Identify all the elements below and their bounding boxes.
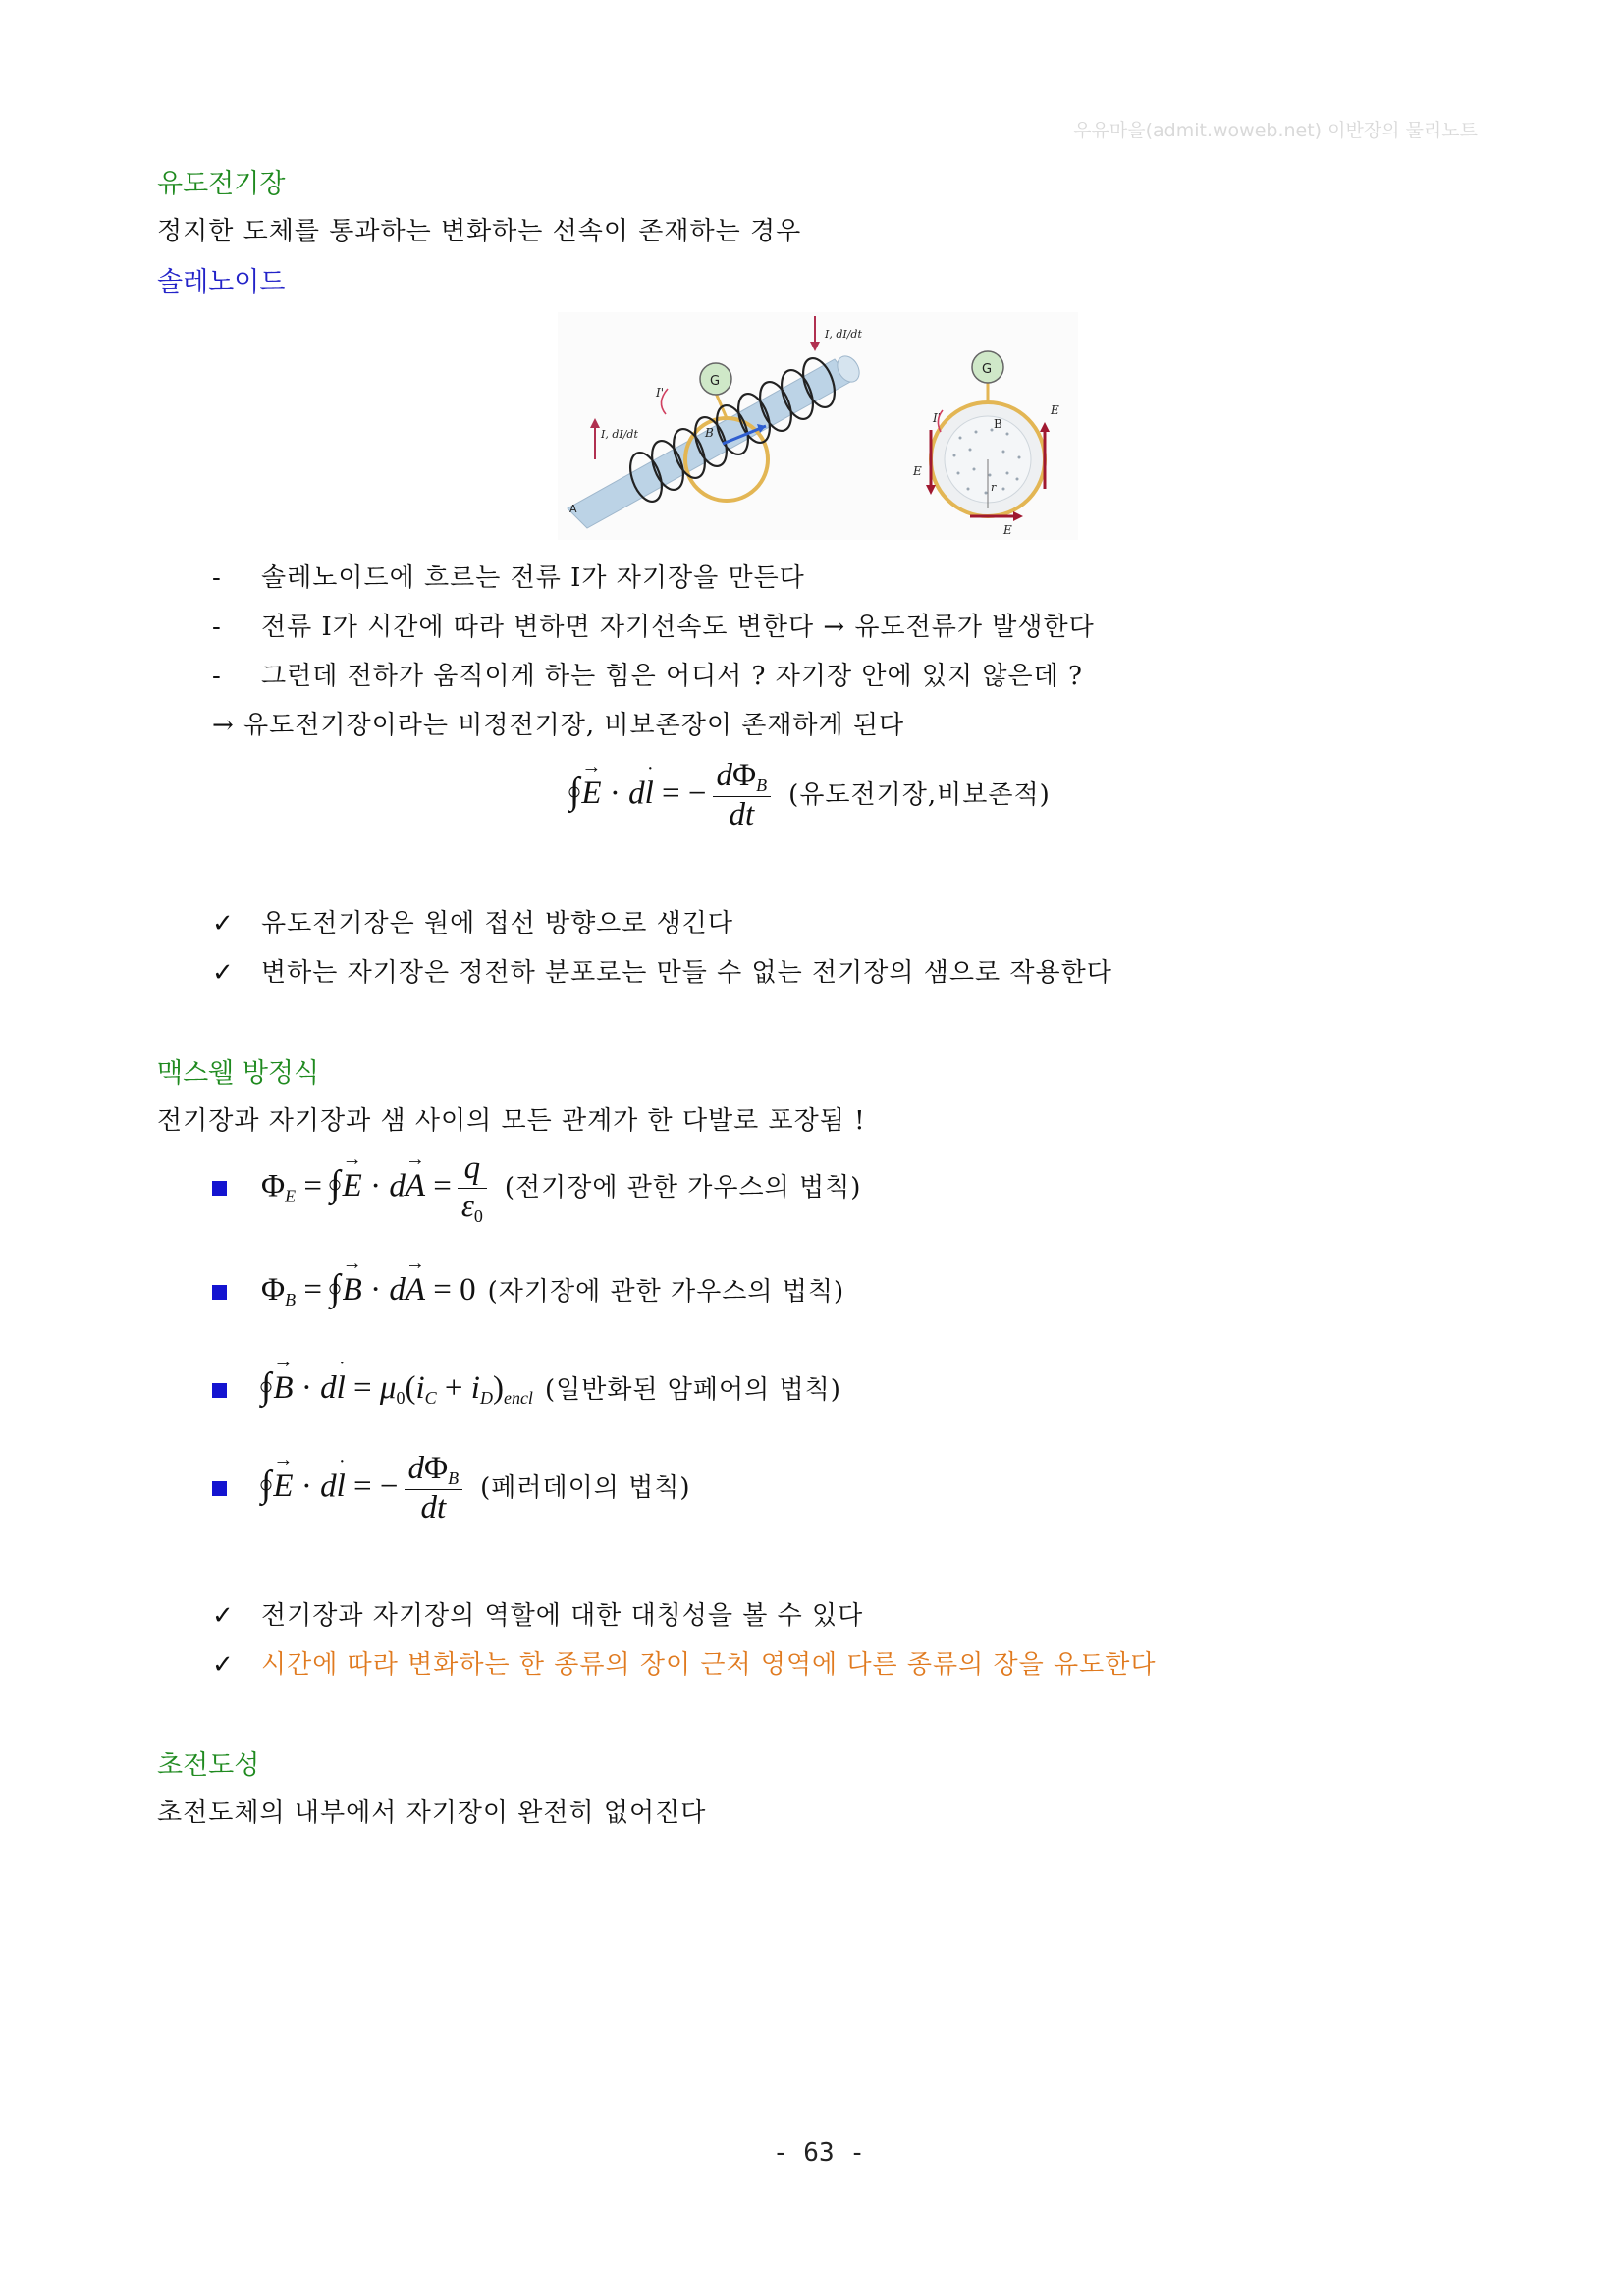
dash-marker: - [212, 563, 222, 593]
induced-field-subtitle: 정지한 도체를 통과하는 변화하는 선속이 존재하는 경우 [157, 217, 802, 246]
e-label-bottom: E [1003, 523, 1012, 537]
dash-item-2: - 전류 I가 시간에 따라 변하면 자기선속도 변한다 → 유도전류가 발생한다 [212, 613, 1095, 642]
g-label-left: G [710, 374, 721, 389]
check-item-1: ✓ 유도전기장은 원에 접선 방향으로 생긴다 [212, 909, 734, 938]
maxwell-eq-gauss-b: $\Phi_B$ = ∫→ B · d→ A = 0 (자기장에 관한 가우스의 법칙) [212, 1266, 844, 1310]
gauss-b-note: (자기장에 관한 가우스의 법칙) [487, 1277, 845, 1307]
e-label-right: E [1051, 403, 1059, 417]
dash-item-1: - 솔레노이드에 흐르는 전류 I가 자기장을 만든다 [212, 563, 805, 593]
i-prime-label-right: I' [933, 411, 942, 425]
superconduct-text: 초전도체의 내부에서 자기장이 완전히 없어진다 [157, 1798, 707, 1828]
page-number: - 63 - [773, 2138, 865, 2167]
faraday-note: (페러데이의 법칙) [480, 1473, 691, 1504]
gauss-e-note: (전기장에 관한 가우스의 법칙) [504, 1173, 862, 1203]
dash-item-3: - 그런데 전하가 움직이게 하는 힘은 어디서 ? 자기장 안에 있지 않은데 ? [212, 662, 1083, 691]
induced-field-equation: ∫→ E · d˙ l = − $\frac{d\Phi_B}{dt}$ (유도전기장,비보존적) [569, 758, 1051, 834]
maxwell-eq-faraday: ∫→ E · d˙ l = − $\frac{d\Phi_B}{dt}$ (페러데이의 법칙) [212, 1451, 691, 1527]
check-icon: ✓ [212, 1601, 235, 1630]
check-item-3: ✓ 전기장과 자기장의 역할에 대한 대칭성을 볼 수 있다 [212, 1601, 864, 1630]
dash-marker: - [212, 613, 222, 642]
i-prime-label-left: I' [656, 386, 665, 400]
check-icon: ✓ [212, 1650, 235, 1680]
solenoid-heading: 솔레노이드 [157, 267, 286, 297]
check-icon: ✓ [212, 909, 235, 938]
superconduct-heading: 초전도성 [157, 1750, 260, 1781]
induced-equation-note: (유도전기장,비보존적) [788, 780, 1051, 811]
r-label-right: r [991, 481, 997, 494]
square-bullet-icon [212, 1285, 227, 1300]
b-label-left: B [705, 426, 714, 440]
square-bullet-icon [212, 1181, 227, 1196]
i-didt-label-top: I, dI/dt [825, 328, 862, 341]
check-icon: ✓ [212, 958, 235, 988]
ampere-note: (일반화된 암페어의 법칙) [544, 1375, 841, 1405]
induced-field-heading: 유도전기장 [157, 169, 286, 199]
solenoid-figure [558, 312, 1078, 540]
maxwell-intro: 전기장과 자기장과 샘 사이의 모든 관계가 한 다발로 포장됨 ! [157, 1106, 866, 1136]
g-label-right: G [982, 362, 993, 377]
square-bullet-icon [212, 1481, 227, 1496]
dash-marker: - [212, 662, 222, 691]
arrow-conclusion: → 유도전기장이라는 비정전기장, 비보존장이 존재하게 된다 [212, 711, 905, 740]
header-note: 우유마을(admit.woweb.net) 이반장의 물리노트 [1073, 120, 1478, 141]
maxwell-eq-ampere: ∫→ B · d˙ $l = \mu_0(i_C + i_D)_{encl}$ (일반화된 암페어의 법칙) [212, 1364, 841, 1409]
check-item-2: ✓ 변하는 자기장은 정전하 분포로는 만들 수 없는 전기장의 샘으로 작용한다 [212, 958, 1112, 988]
check-item-4: ✓ 시간에 따라 변화하는 한 종류의 장이 근처 영역에 다른 종류의 장을 유도한다 [212, 1650, 1157, 1680]
maxwell-heading: 맥스웰 방정식 [157, 1058, 320, 1089]
b-label-right: B [994, 417, 1002, 431]
a-label-left: A [569, 503, 577, 515]
maxwell-eq-gauss-e: $\Phi_E$ = ∫→ E · d→ A = $\frac{q}{\varepsilon_0}$ (전기장에 관한 가우스의 법칙) [212, 1150, 861, 1227]
i-didt-label-left: I, dI/dt [601, 428, 638, 441]
solenoid-figure-svg [558, 312, 1078, 540]
square-bullet-icon [212, 1383, 227, 1398]
e-label-left: E [913, 464, 922, 478]
